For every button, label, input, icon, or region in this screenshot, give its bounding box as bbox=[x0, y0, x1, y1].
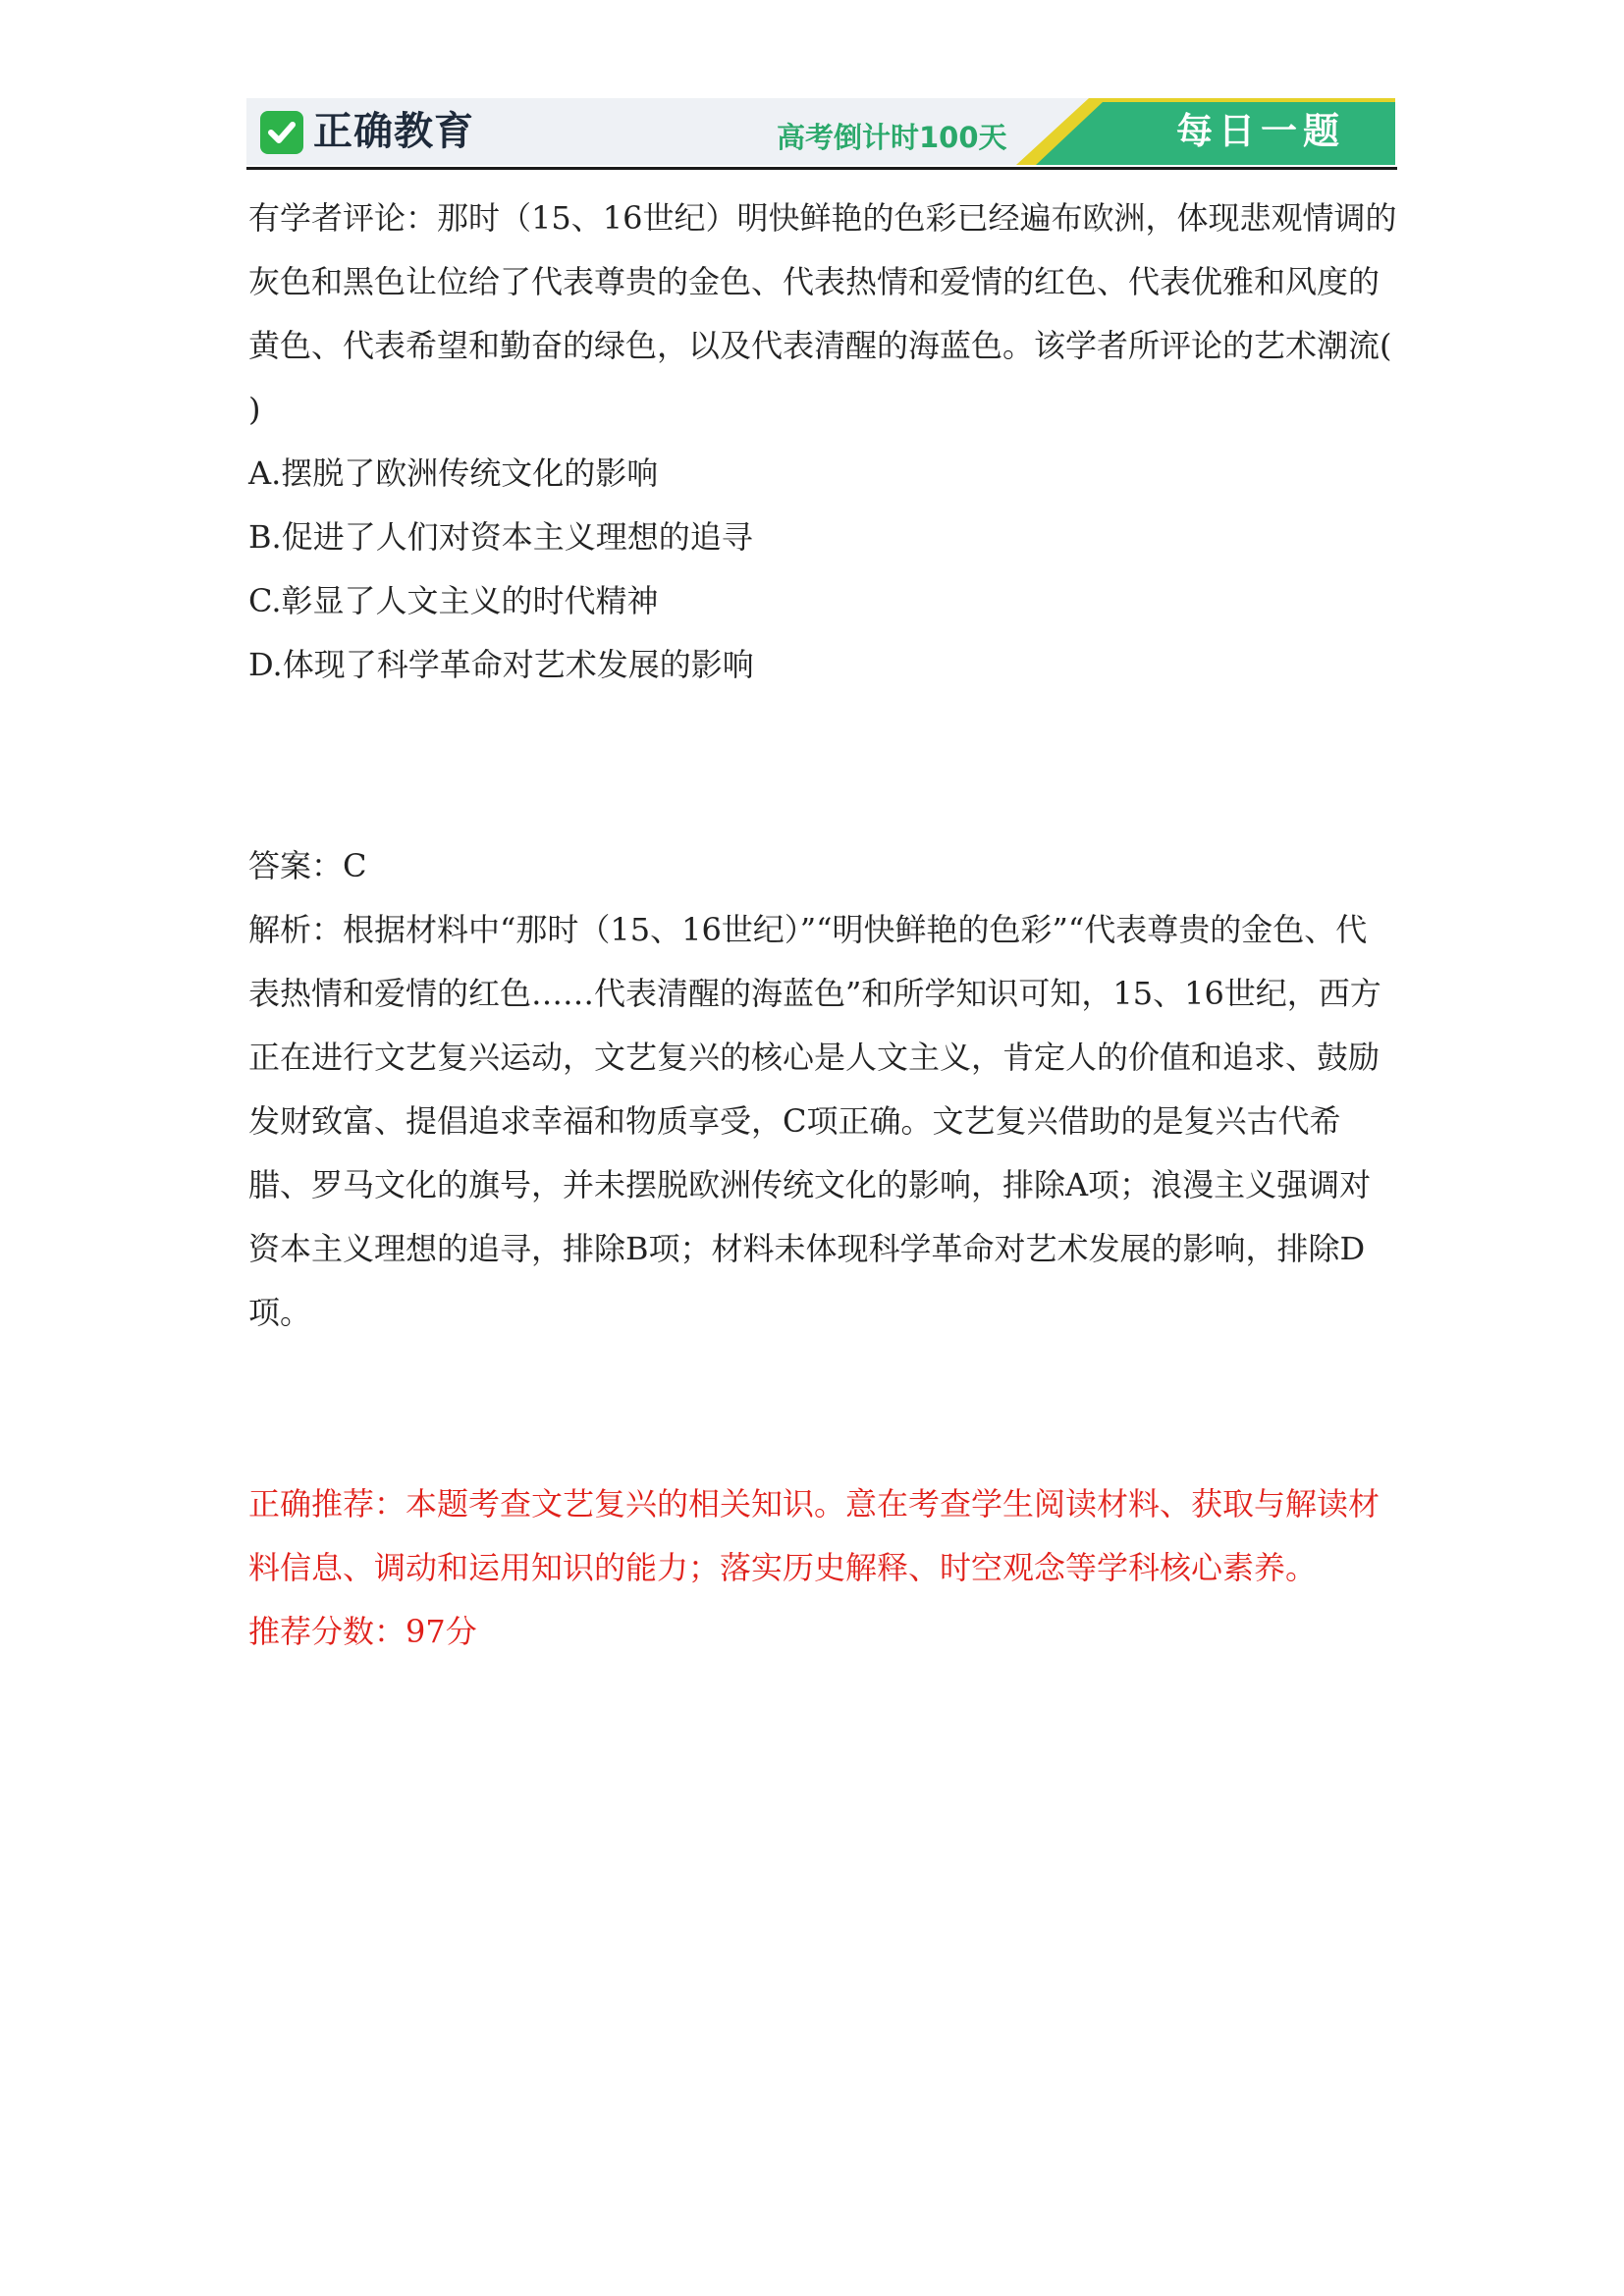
option-a: A.摆脱了欧洲传统文化的影响 bbox=[248, 454, 659, 492]
countdown-text: 高考倒计时100天 bbox=[777, 121, 1007, 154]
document-body bbox=[248, 187, 1397, 1664]
brand-name: 正确教育 bbox=[313, 109, 474, 154]
header-divider bbox=[246, 167, 1397, 170]
option-b: B.促进了人们对资本主义理想的追寻 bbox=[248, 518, 753, 556]
header-banner bbox=[246, 98, 1395, 165]
check-icon bbox=[260, 111, 303, 154]
recommendation-score: 推荐分数：97分 bbox=[248, 1613, 477, 1650]
analysis-text: 解析：根据材料中“那时（15、16世纪）”“明快鲜艳的色彩”“代表尊贵的金色、代表热情和爱情的红色……代表清醒的海蓝色”和所学知识可知，15、16世纪，西方正在进行文艺复兴运动，文艺复兴的核心是人文主义，肯定人的价值和追求、鼓励发财致富、提倡追求幸福和物质享受，C项正确。文艺复兴借助的是复兴古代希腊、罗马文化的旗号，并未摆脱欧洲传统文化的影响，排除A项；浪漫主义强调对资本主义理想的追寻，排除B项；材料未体现科学革命对艺术发展的影响，排除D项。 bbox=[248, 911, 1381, 1331]
question-stem: 有学者评论：那时（15、16世纪）明快鲜艳的色彩已经遍布欧洲，体现悲观情调的灰色和黑色让位给了代表尊贵的金色、代表热情和爱情的红色、代表优雅和风度的黄色、代表希望和勤奋的绿色，以及代表清醒的海蓝色。该学者所评论的艺术潮流( ) bbox=[248, 199, 1397, 428]
recommendation-text: 正确推荐：本题考查文艺复兴的相关知识。意在考查学生阅读材料、获取与解读材料信息、调动和运用知识的能力；落实历史解释、时空观念等学科核心素养。 bbox=[248, 1485, 1380, 1586]
recommendation-section bbox=[248, 1472, 1397, 1664]
answer-section bbox=[248, 834, 1397, 1345]
answer-line: 答案：C bbox=[248, 847, 367, 884]
daily-question-label: 每日一题 bbox=[1176, 110, 1345, 152]
option-d: D.体现了科学革命对艺术发展的影响 bbox=[248, 646, 754, 683]
option-c: C.彰显了人文主义的时代精神 bbox=[248, 582, 659, 619]
